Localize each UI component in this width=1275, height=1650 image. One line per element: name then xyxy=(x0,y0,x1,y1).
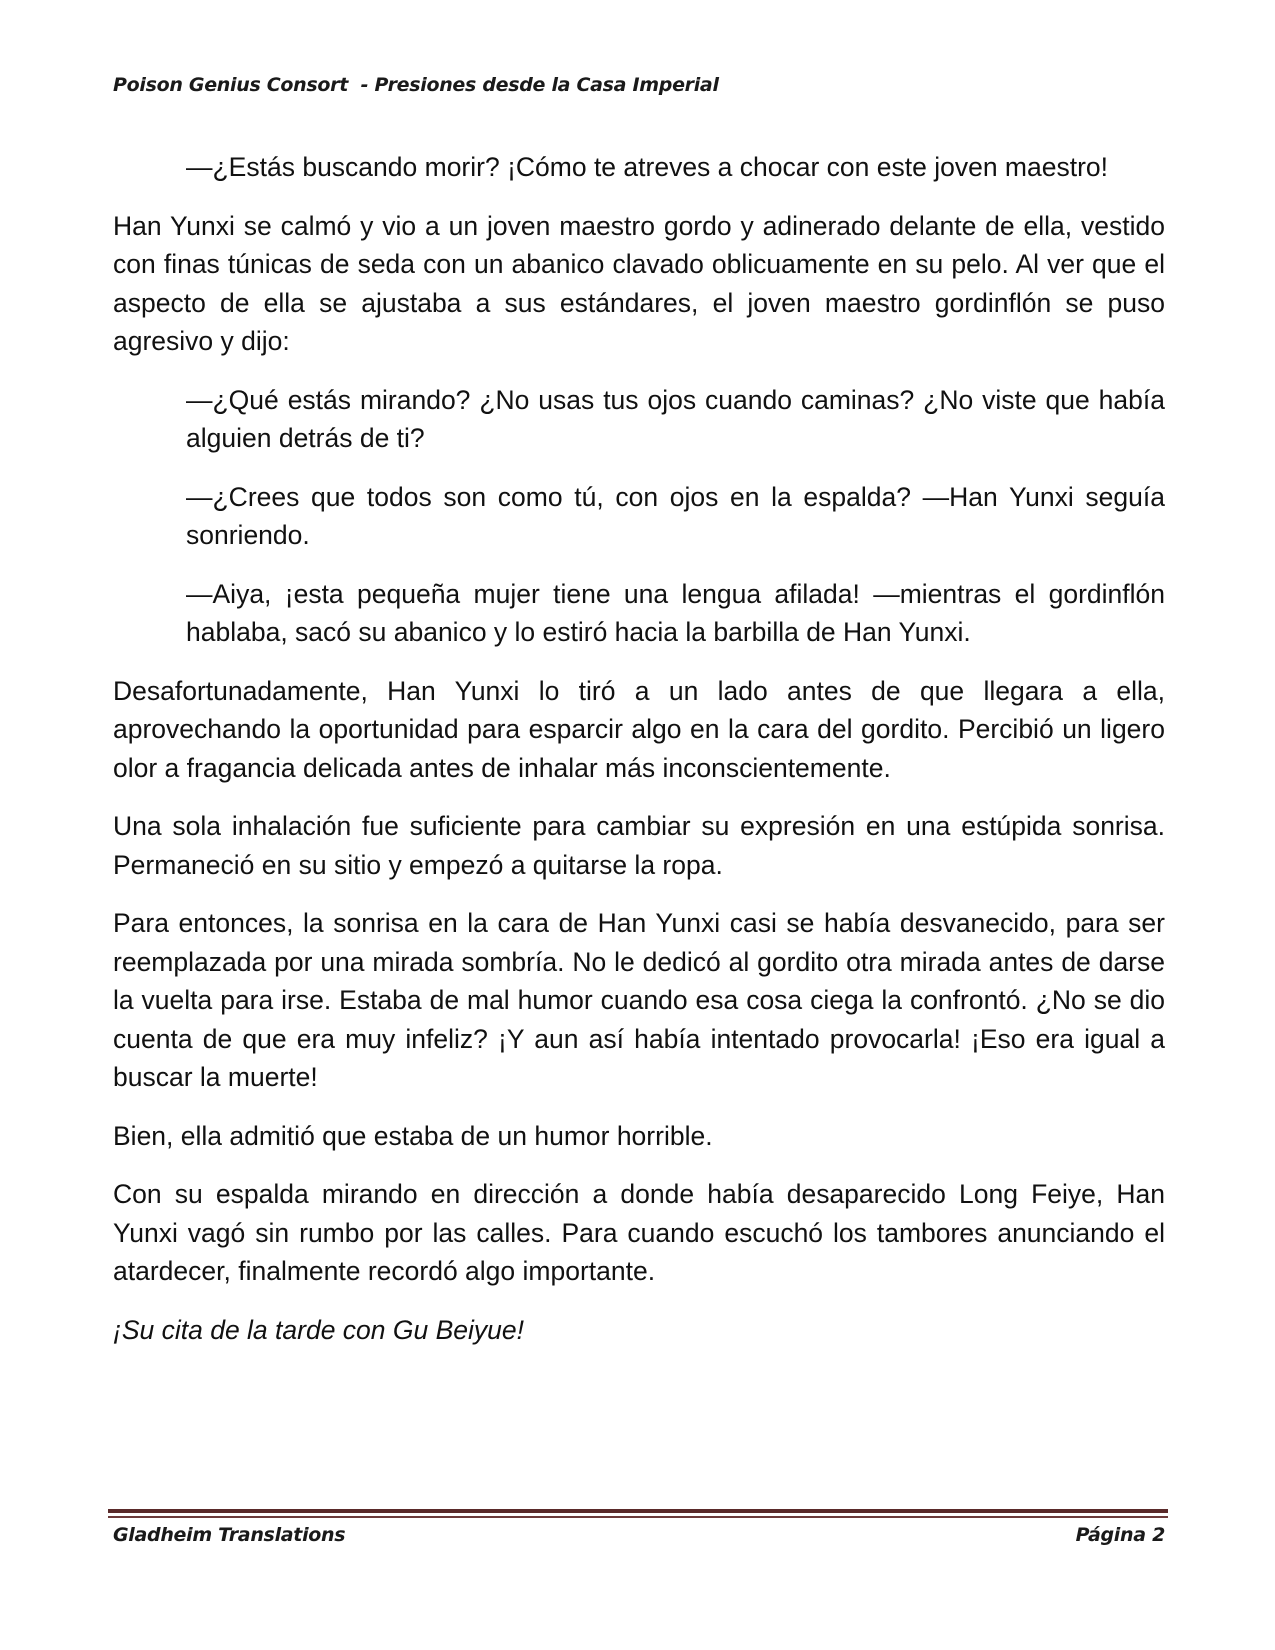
footer-rule-thick xyxy=(108,1509,1168,1513)
paragraph: Una sola inhalación fue suficiente para cambiar su expresión en una estúpida sonrisa. Permaneció en su sitio y empezó a quitarse la ropa. xyxy=(113,811,1165,880)
paragraph: Bien, ella admitió que estaba de un humor horrible. xyxy=(113,1120,713,1151)
paragraph-italic: ¡Su cita de la tarde con Gu Beiyue! xyxy=(113,1314,524,1345)
footer-page-number: Página 2 xyxy=(1075,1524,1165,1546)
footer-rule-thin xyxy=(108,1516,1168,1518)
paragraph: Con su espalda mirando en dirección a donde había desaparecido Long Feiye, Han Yunxi vagó sin rumbo por las calles. Para cuando escuchó los tambores anunciando el atardecer, finalmente recordó algo importante. xyxy=(113,1179,1165,1286)
paragraph-dialog: —¿Qué estás mirando? ¿No usas tus ojos cuando caminas? ¿No viste que había alguien detrás de ti? xyxy=(186,384,1165,453)
paragraph-dialog: —¿Estás buscando morir? ¡Cómo te atreves a chocar con este joven maestro! xyxy=(186,152,1109,182)
paragraph-dialog: —¿Crees que todos son como tú, con ojos en la espalda? —Han Yunxi seguía sonriendo. xyxy=(186,481,1165,550)
page-header-title: Poison Genius Consort - Presiones desde la Casa Imperial xyxy=(113,74,719,96)
paragraph: Han Yunxi se calmó y vio a un joven maestro gordo y adinerado delante de ella, vestido con finas túnicas de seda con un abanico clavado oblicuamente en su pelo. Al ver que el aspecto de ella se ajustaba a sus estándares, el joven maestro gordinflón se puso agresivo y dijo: xyxy=(113,210,1165,356)
paragraph: Para entonces, la sonrisa en la cara de Han Yunxi casi se había desvanecido, para ser reemplazada por una mirada sombría. No le dedicó al gordito otra mirada antes de darse la vuelta para irse. Estaba de mal humor cuando esa cosa ciega la confrontó. ¿No se dio cuenta de que era muy infeliz? ¡Y aun así había intentado provocarla! ¡Eso era igual a buscar la muerte! xyxy=(113,908,1165,1092)
footer-translator-name: Gladheim Translations xyxy=(113,1524,346,1546)
body-text xyxy=(113,148,1165,1369)
paragraph: Desafortunadamente, Han Yunxi lo tiró a un lado antes de que llegara a ella, aprovechando la oportunidad para esparcir algo en la cara del gordito. Percibió un ligero olor a fragancia delicada antes de inhalar más inconscientemente. xyxy=(113,675,1165,783)
paragraph-dialog: —Aiya, ¡esta pequeña mujer tiene una lengua afilada! —mientras el gordinflón hablaba, sacó su abanico y lo estiró hacia la barbilla de Han Yunxi. xyxy=(186,578,1165,647)
